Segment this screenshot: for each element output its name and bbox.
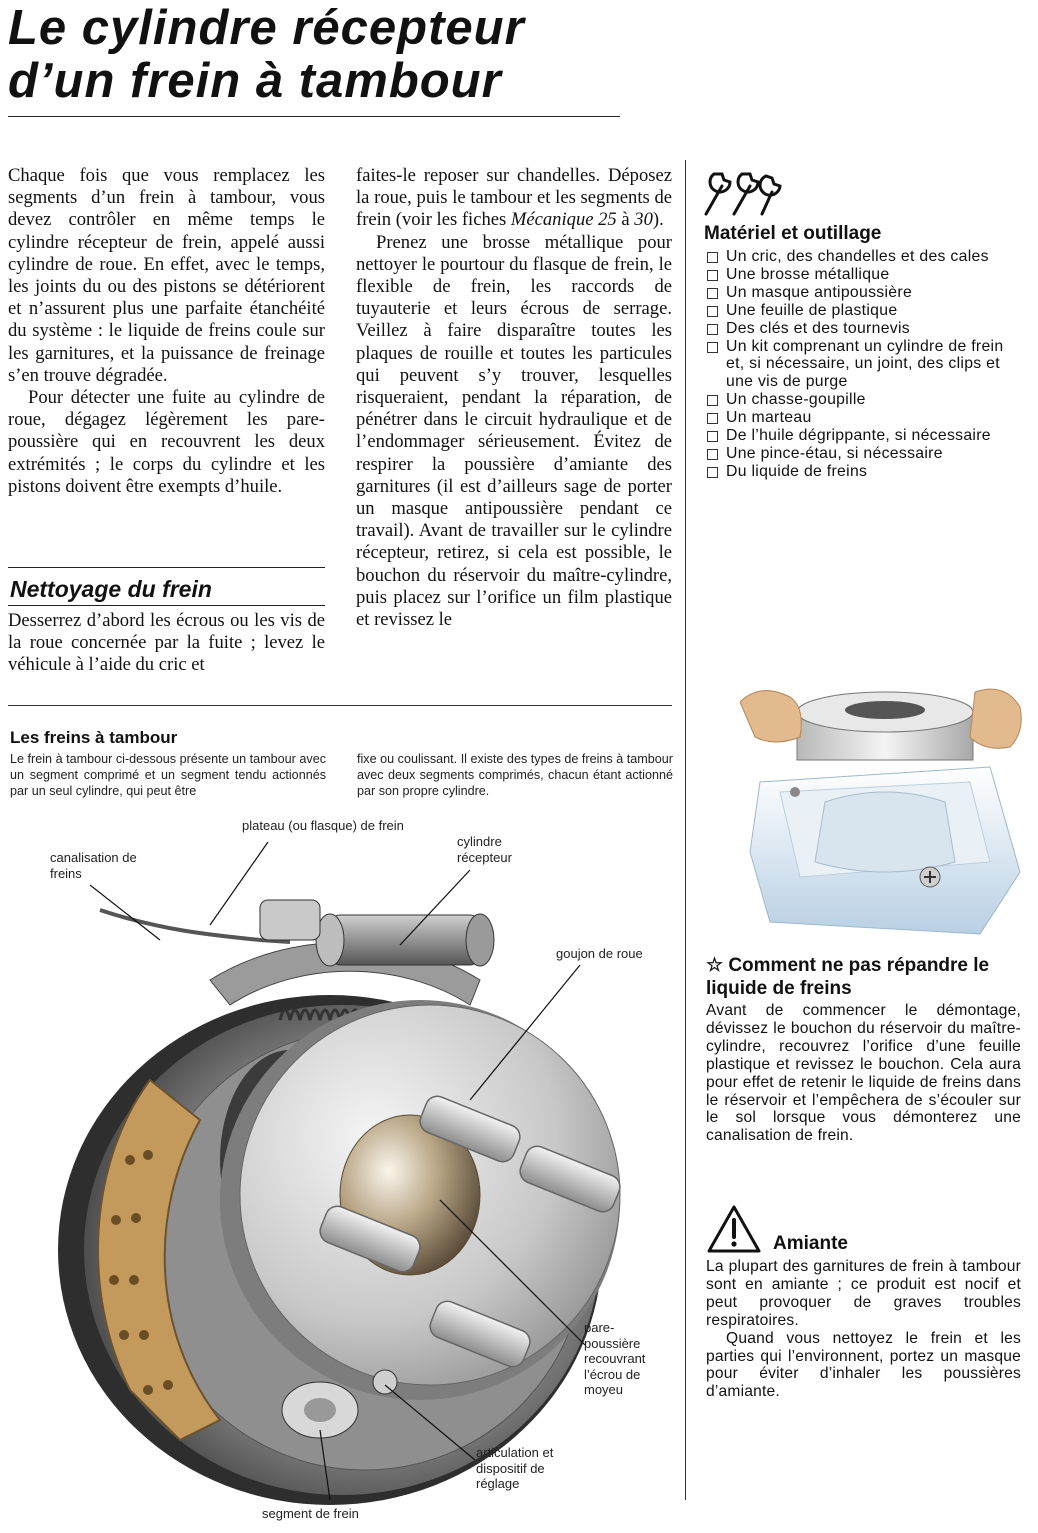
materiel-item: Du liquide de freins: [706, 463, 1024, 481]
comment-title-text: Comment ne pas répandre le liquide de freins: [706, 955, 990, 999]
column-divider: [685, 160, 686, 1500]
label-plateau: plateau (ou flasque) de frein: [242, 818, 404, 833]
reference-mecanique: Mécanique 25: [510, 209, 617, 231]
comment-paragraph: Avant de commencer le démontage, dévissez le bouchon du réservoir du maître-cylindre, recouvrez l’orifice d’une feuille plastique et revissez le bouchon. Cela aura pour effet de retenir le liquide de freins dans le réservoir et l’empêchera de s’écouler sur le sol lorsque vous démonterez une canalisation de frein.: [706, 1002, 1021, 1145]
materiel-item: Un cric, des chandelles et des cales: [706, 248, 1024, 266]
materiel-item: De l’huile dégrippante, si nécessaire: [706, 427, 1024, 445]
label-articulation: articulation et dispositif de réglage: [476, 1445, 554, 1491]
materiel-item: Une feuille de plastique: [706, 302, 1024, 320]
label-pare-poussiere: pare-poussière recouvrant l’écrou de moyeu: [584, 1320, 646, 1397]
diagram-title: Les freins à tambour: [10, 728, 178, 747]
warning-triangle-icon: [706, 1204, 762, 1254]
diagram-caption-2: fixe ou coulissant. Il existe des types de freins à tambour avec deux segments comprimés, chacun étant actionné par son propre cylindre.: [357, 752, 673, 798]
nettoyage-paragraph-2: Prenez une brosse métallique pour nettoyer le pourtour du flasque de frein, le flexible de frein, les raccords de tuyauterie et leurs écrous de serrage. Veillez à faire disparaître toutes les plaques de rouille et toutes les particules qui peuvent s’y trouver, lesquelles risqueraient, pendant la réparation, de pénétrer dans le circuit hydraulique et de l’endommager sérieusement. Évitez de respirer la poussière d’amiante des garnitures (il est d’ailleurs sage de porter un masque antipoussière pendant ce travail). Avant de travailler sur le cylindre récepteur, retirez, si cela est possible, le bouchon du réservoir du maître-cylindre, puis placez sur l’orifice un film plastique et revissez le: [356, 231, 672, 631]
title-line-1: Le cylindre récepteur: [8, 1, 525, 55]
section-rule-top: [8, 567, 325, 568]
amiante-paragraph-1: La plupart des garnitures de frein à tambour sont en amiante ; ce produit est nocif et peut provoquer de graves troubles respiratoires.: [706, 1258, 1021, 1329]
nettoyage-text-col2: [356, 165, 672, 631]
materiel-title: Matériel et outillage: [704, 223, 882, 244]
reference-close: ).: [652, 209, 664, 231]
materiel-item: Des clés et des tournevis: [706, 320, 1024, 338]
label-goujon: goujon de roue: [556, 946, 643, 961]
label-segment: segment de frein: [262, 1506, 359, 1521]
materiel-item: Un masque antipoussière: [706, 284, 1024, 302]
intro-paragraph-2: Pour détecter une fuite au cylindre de roue, dégagez légèrement les pare-poussière qui en recouvrent les deux extrémités ; le corps du cylindre et les pistons doivent être exempts d’huile.: [8, 387, 325, 497]
nettoyage-p1-continued: faites-le reposer sur chandelles. Déposez la roue, puis le tambour et les segments de frein (voir les fiches: [356, 165, 672, 231]
wrenches-icon: [700, 162, 784, 218]
materiel-item: Un chasse-goupille: [706, 391, 1024, 409]
reference-number: 30: [634, 209, 653, 231]
materiel-item: Une pince-étau, si nécessaire: [706, 445, 1024, 463]
diagram-rule: [8, 705, 672, 706]
materiel-item: Une brosse métallique: [706, 266, 1024, 284]
materiel-list: [706, 248, 1024, 481]
nettoyage-paragraph-1-start: Desserrez d’abord les écrous ou les vis de la roue concernée par la fuite ; levez le véhicule à l’aide du cric et: [8, 610, 325, 676]
reservoir-photo: [740, 672, 1025, 944]
amiante-title: Amiante: [773, 1233, 848, 1254]
nettoyage-text-col1: [8, 610, 325, 677]
intro-text: [8, 165, 325, 498]
label-canalisation: canalisation de freins: [50, 850, 137, 881]
nettoyage-title: Nettoyage du frein: [10, 576, 212, 602]
drum-brake-illustration: [30, 830, 680, 1520]
section-rule-bottom: [8, 605, 325, 606]
star-icon: ☆: [706, 955, 724, 976]
label-cylindre: cylindre récepteur: [457, 834, 512, 865]
materiel-item: Un kit comprenant un cylindre de frein et, si nécessaire, un joint, des clips et une vis de purge: [706, 338, 1024, 392]
title-line-2: d’un frein à tambour: [8, 54, 502, 108]
amiante-paragraph-2: Quand vous nettoyez le frein et les parties qui l’environnent, portez un masque pour éviter d’inhaler les poussières d’amiante.: [706, 1329, 1021, 1401]
intro-paragraph-1: Chaque fois que vous remplacez les segments d’un frein à tambour, vous devez contrôler en même temps le cylindre récepteur de frein, appelé aussi cylindre de roue. En effet, avec le temps, les joints du ou des pistons se détériorent et n’assurent plus une parfaite étanchéité du système : le liquide de freins coule sur les garnitures, et la puissance de freinage s’en trouve dégradée.: [8, 165, 325, 386]
materiel-item: Un marteau: [706, 409, 1024, 427]
diagram-caption-1: Le frein à tambour ci-dessous présente un tambour avec un segment comprimé et un segment tendu actionnés par un seul cylindre, qui peut être: [10, 752, 326, 798]
nettoyage-paragraph-1-end: [356, 165, 672, 232]
page-title: [8, 2, 618, 108]
amiante-text: [706, 1258, 1021, 1401]
title-rule: [8, 116, 620, 117]
reference-connector: à: [616, 209, 635, 231]
comment-text: [706, 1002, 1021, 1145]
comment-title: [706, 954, 1026, 1000]
